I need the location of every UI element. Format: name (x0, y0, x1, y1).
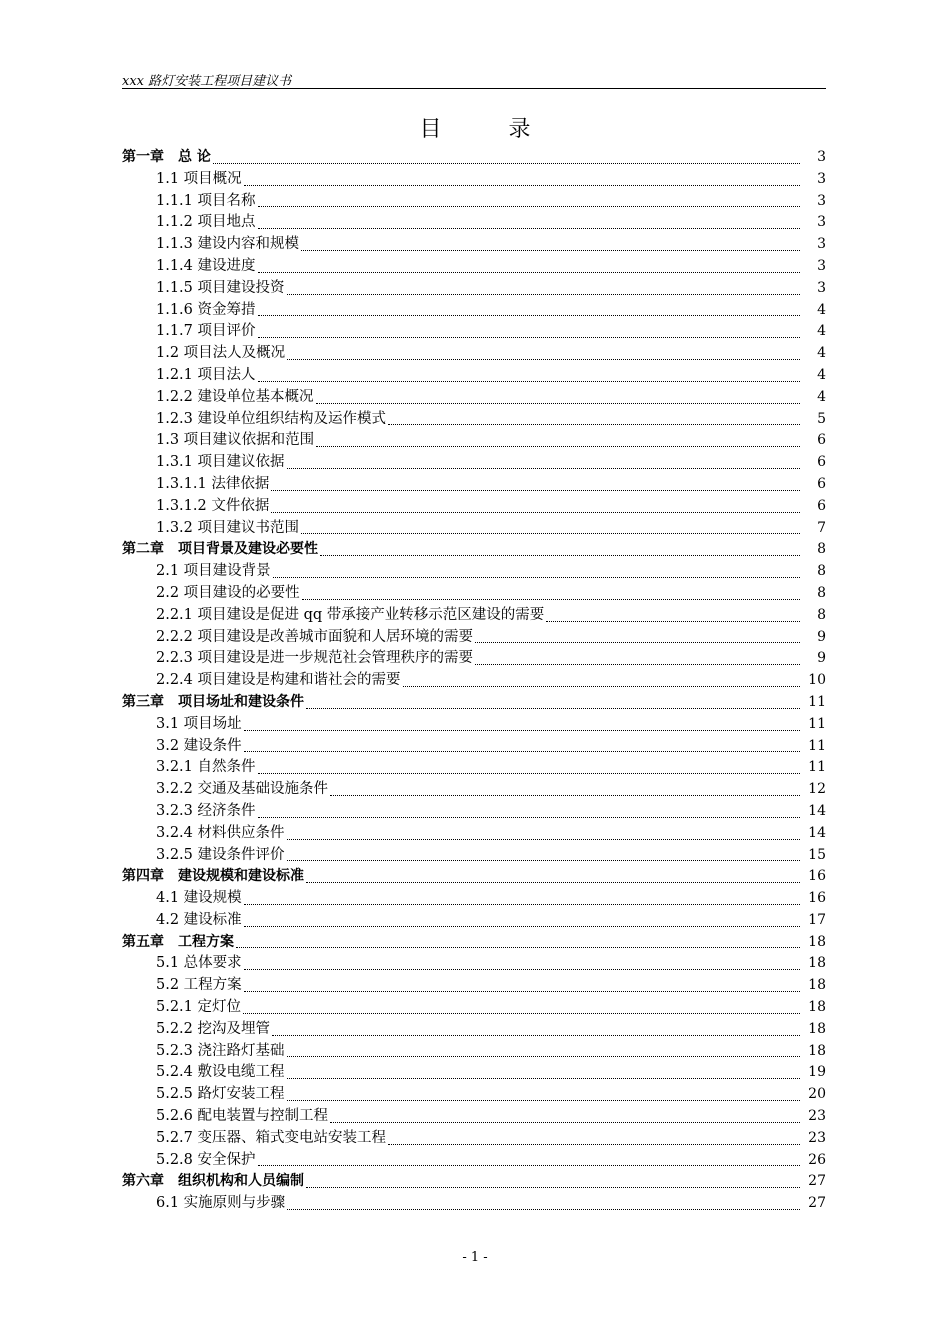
toc-entry-label: 5.2.1 定灯位 (156, 999, 242, 1016)
dot-leader (243, 1013, 800, 1014)
page-number: - 1 - (462, 1250, 488, 1265)
toc-entry-page: 12 (808, 781, 826, 798)
toc-entry-label: 3.2.5 建设条件评价 (156, 846, 285, 863)
toc-entry-label: 第四章 建设规模和建设标准 (122, 868, 304, 885)
toc-entry-page: 6 (817, 497, 826, 514)
toc-entry-page: 27 (808, 1173, 826, 1190)
toc-entry-page: 6 (817, 454, 826, 471)
toc-entry-page: 3 (817, 236, 826, 253)
dot-leader (287, 468, 800, 469)
toc-entry-page: 14 (808, 824, 826, 841)
toc-section-entry[interactable] (122, 1019, 826, 1041)
dot-leader (287, 839, 800, 840)
dot-leader (388, 1144, 800, 1145)
toc-entry-label: 4.1 建设规模 (156, 890, 242, 907)
dot-leader (287, 1078, 800, 1079)
toc-section-entry[interactable] (122, 474, 826, 496)
dot-leader (213, 163, 800, 164)
toc-section-entry[interactable] (122, 845, 826, 867)
toc-entry-label: 1.3.2 项目建议书范围 (156, 519, 300, 536)
toc-entry-label: 4.2 建设标准 (156, 911, 242, 928)
toc-entry-page: 7 (817, 519, 826, 536)
toc-section-entry[interactable] (122, 975, 826, 997)
toc-entry-label: 1.3.1 项目建议依据 (156, 454, 285, 471)
dot-leader (287, 1100, 800, 1101)
toc-entry-page: 6 (817, 475, 826, 492)
dot-leader (320, 555, 800, 556)
dot-leader (258, 1165, 800, 1166)
toc-section-entry[interactable] (122, 518, 826, 540)
toc-entry-page: 16 (808, 890, 826, 907)
toc-entry-page: 11 (808, 693, 826, 710)
toc-section-entry[interactable] (122, 583, 826, 605)
toc-entry-label: 第一章 总 论 (122, 149, 211, 165)
toc-entry-page: 3 (817, 149, 826, 165)
toc-chapter-entry[interactable] (122, 932, 826, 954)
toc-section-entry[interactable] (122, 627, 826, 649)
toc-entry-label: 2.2.1 项目建设是促进 qq 带承接产业转移示范区建设的需要 (156, 606, 545, 623)
dot-leader (258, 773, 800, 774)
toc-entry-page: 16 (808, 868, 826, 885)
toc-entry-page: 8 (817, 606, 826, 623)
toc-entry-page: 11 (808, 737, 826, 754)
toc-entry-page: 4 (817, 323, 826, 340)
toc-section-entry[interactable] (122, 1128, 826, 1150)
dot-leader (271, 490, 800, 491)
toc-entry-page: 17 (808, 911, 826, 928)
toc-entry-label: 1.2.3 建设单位组织结构及运作模式 (156, 410, 387, 427)
toc-entry-page: 8 (817, 541, 826, 558)
toc-entry-label: 1.2 项目法人及概况 (156, 345, 286, 362)
toc-chapter-entry[interactable] (122, 692, 826, 714)
toc-section-entry[interactable] (122, 779, 826, 801)
dot-leader (403, 686, 800, 687)
dot-leader (301, 533, 800, 534)
toc-entry-page: 10 (808, 672, 826, 689)
dot-leader (258, 206, 800, 207)
dot-leader (306, 882, 800, 883)
toc-entry-label: 5.2 工程方案 (156, 977, 242, 994)
dot-leader (388, 424, 800, 425)
dot-leader (330, 795, 800, 796)
dot-leader (244, 991, 800, 992)
toc-entry-label: 1.3.1.2 文件依据 (156, 497, 270, 514)
dot-leader (258, 337, 800, 338)
toc-section-entry[interactable] (122, 278, 826, 300)
toc-entry-page: 23 (808, 1108, 826, 1125)
toc-section-entry[interactable] (122, 561, 826, 583)
dot-leader (272, 1035, 800, 1036)
toc-section-entry[interactable] (122, 910, 826, 932)
toc-entry-label: 5.2.4 敷设电缆工程 (156, 1064, 285, 1081)
toc-chapter-entry[interactable] (122, 539, 826, 561)
toc-section-entry[interactable] (122, 1193, 826, 1215)
toc-entry-page: 14 (808, 802, 826, 819)
toc-chapter-entry[interactable] (122, 1171, 826, 1193)
toc-entry-label: 3.1 项目场址 (156, 715, 242, 732)
toc-entry-page: 9 (817, 650, 826, 667)
toc-section-entry[interactable] (122, 430, 826, 452)
dot-leader (302, 599, 800, 600)
toc-section-entry[interactable] (122, 953, 826, 975)
toc-entry-label: 3.2 建设条件 (156, 737, 242, 754)
toc-entry-page: 3 (817, 279, 826, 296)
toc-section-entry[interactable] (122, 736, 826, 758)
toc-entry-label: 1.1.4 建设进度 (156, 257, 256, 274)
toc-section-entry[interactable] (122, 648, 826, 670)
toc-entry-page: 27 (808, 1195, 826, 1212)
toc-entry-label: 3.2.1 自然条件 (156, 759, 256, 776)
table-of-contents (122, 147, 826, 1215)
toc-section-entry[interactable] (122, 823, 826, 845)
toc-entry-label: 5.1 总体要求 (156, 955, 242, 972)
toc-section-entry[interactable] (122, 1041, 826, 1063)
header-rule (122, 88, 826, 89)
dot-leader (258, 381, 800, 382)
dot-leader (258, 315, 800, 316)
toc-entry-page: 18 (808, 933, 826, 950)
toc-entry-label: 2.2.3 项目建设是进一步规范社会管理秩序的需要 (156, 650, 474, 667)
toc-entry-label: 第三章 项目场址和建设条件 (122, 693, 304, 710)
dot-leader (475, 664, 800, 665)
toc-entry-page: 18 (808, 999, 826, 1016)
dot-leader (244, 751, 800, 752)
toc-section-entry[interactable] (122, 605, 826, 627)
toc-entry-label: 1.3.1.1 法律依据 (156, 475, 270, 492)
toc-entry-page: 3 (817, 170, 826, 187)
toc-entry-page: 5 (817, 410, 826, 427)
toc-section-entry[interactable] (122, 234, 826, 256)
dot-leader (546, 621, 800, 622)
toc-title: 目 录 (419, 117, 561, 142)
toc-entry-page: 4 (817, 301, 826, 318)
toc-entry-label: 2.2.4 项目建设是构建和谐社会的需要 (156, 672, 401, 689)
toc-entry-page: 4 (817, 345, 826, 362)
toc-entry-label: 1.2.2 建设单位基本概况 (156, 388, 314, 405)
toc-entry-page: 23 (808, 1129, 826, 1146)
toc-entry-page: 11 (808, 715, 826, 732)
toc-entry-page: 19 (808, 1064, 826, 1081)
dot-leader (273, 577, 800, 578)
toc-section-entry[interactable] (122, 997, 826, 1019)
toc-entry-label: 1.2.1 项目法人 (156, 366, 256, 383)
dot-leader (244, 926, 800, 927)
toc-entry-label: 1.1.5 项目建设投资 (156, 279, 285, 296)
toc-entry-label: 第五章 工程方案 (122, 933, 234, 950)
toc-entry-label: 1.1.7 项目评价 (156, 323, 256, 340)
toc-entry-page: 18 (808, 977, 826, 994)
toc-section-entry[interactable] (122, 321, 826, 343)
toc-section-entry[interactable] (122, 1084, 826, 1106)
toc-entry-page: 20 (808, 1086, 826, 1103)
toc-chapter-entry[interactable] (122, 147, 826, 169)
toc-section-entry[interactable] (122, 212, 826, 234)
dot-leader (330, 1122, 800, 1123)
running-header: xxx 路灯安装工程项目建议书 (122, 74, 292, 89)
toc-section-entry[interactable] (122, 801, 826, 823)
dot-leader (271, 512, 800, 513)
dot-leader (287, 294, 800, 295)
toc-entry-page: 4 (817, 388, 826, 405)
dot-leader (287, 1209, 800, 1210)
toc-entry-label: 1.1.3 建设内容和规模 (156, 236, 300, 253)
toc-section-entry[interactable] (122, 169, 826, 191)
dot-leader (306, 708, 800, 709)
toc-section-entry[interactable] (122, 1106, 826, 1128)
toc-section-entry[interactable] (122, 757, 826, 779)
toc-section-entry[interactable] (122, 714, 826, 736)
dot-leader (316, 403, 800, 404)
toc-entry-page: 3 (817, 214, 826, 231)
toc-section-entry[interactable] (122, 387, 826, 409)
toc-section-entry[interactable] (122, 888, 826, 910)
toc-entry-label: 2.1 项目建设背景 (156, 563, 271, 580)
dot-leader (244, 730, 800, 731)
toc-entry-page: 8 (817, 584, 826, 601)
dot-leader (287, 1056, 800, 1057)
toc-entry-label: 第二章 项目背景及建设必要性 (122, 541, 318, 558)
toc-chapter-entry[interactable] (122, 866, 826, 888)
dot-leader (287, 359, 800, 360)
toc-entry-label: 2.2.2 项目建设是改善城市面貌和人居环境的需要 (156, 628, 474, 645)
toc-entry-page: 18 (808, 1042, 826, 1059)
toc-section-entry[interactable] (122, 256, 826, 278)
dot-leader (301, 250, 800, 251)
toc-entry-page: 11 (808, 759, 826, 776)
toc-entry-page: 4 (817, 366, 826, 383)
toc-entry-label: 5.2.5 路灯安装工程 (156, 1086, 285, 1103)
toc-section-entry[interactable] (122, 191, 826, 213)
toc-entry-label: 1.1.6 资金筹措 (156, 301, 256, 318)
toc-entry-page: 9 (817, 628, 826, 645)
toc-section-entry[interactable] (122, 365, 826, 387)
dot-leader (236, 947, 800, 948)
toc-section-entry[interactable] (122, 452, 826, 474)
toc-section-entry[interactable] (122, 496, 826, 518)
toc-entry-label: 5.2.7 变压器、箱式变电站安装工程 (156, 1129, 387, 1146)
toc-entry-page: 3 (817, 192, 826, 209)
toc-entry-label: 1.1.2 项目地点 (156, 214, 256, 231)
toc-entry-label: 1.1 项目概况 (156, 170, 242, 187)
toc-section-entry[interactable] (122, 1150, 826, 1172)
toc-entry-page: 3 (817, 257, 826, 274)
toc-entry-label: 5.2.2 挖沟及埋管 (156, 1020, 271, 1037)
toc-section-entry[interactable] (122, 409, 826, 431)
toc-section-entry[interactable] (122, 670, 826, 692)
dot-leader (258, 272, 800, 273)
toc-section-entry[interactable] (122, 300, 826, 322)
toc-entry-label: 5.2.8 安全保护 (156, 1151, 256, 1168)
toc-entry-label: 第六章 组织机构和人员编制 (122, 1173, 304, 1190)
toc-entry-page: 26 (808, 1151, 826, 1168)
dot-leader (244, 185, 800, 186)
dot-leader (244, 904, 800, 905)
dot-leader (244, 969, 800, 970)
toc-entry-label: 1.1.1 项目名称 (156, 192, 256, 209)
toc-section-entry[interactable] (122, 1062, 826, 1084)
toc-entry-label: 3.2.3 经济条件 (156, 802, 256, 819)
toc-entry-label: 3.2.2 交通及基础设施条件 (156, 781, 329, 798)
toc-entry-label: 6.1 实施原则与步骤 (156, 1195, 286, 1212)
toc-entry-label: 5.2.6 配电装置与控制工程 (156, 1108, 329, 1125)
dot-leader (316, 446, 800, 447)
toc-section-entry[interactable] (122, 343, 826, 365)
toc-entry-label: 2.2 项目建设的必要性 (156, 584, 300, 601)
toc-entry-page: 18 (808, 955, 826, 972)
dot-leader (258, 817, 800, 818)
dot-leader (258, 228, 800, 229)
dot-leader (475, 642, 800, 643)
dot-leader (287, 860, 800, 861)
toc-entry-page: 8 (817, 563, 826, 580)
toc-entry-label: 1.3 项目建议依据和范围 (156, 432, 315, 449)
toc-entry-label: 3.2.4 材料供应条件 (156, 824, 285, 841)
toc-entry-label: 5.2.3 浇注路灯基础 (156, 1042, 285, 1059)
toc-entry-page: 6 (817, 432, 826, 449)
toc-entry-page: 15 (808, 846, 826, 863)
dot-leader (306, 1187, 800, 1188)
toc-entry-page: 18 (808, 1020, 826, 1037)
